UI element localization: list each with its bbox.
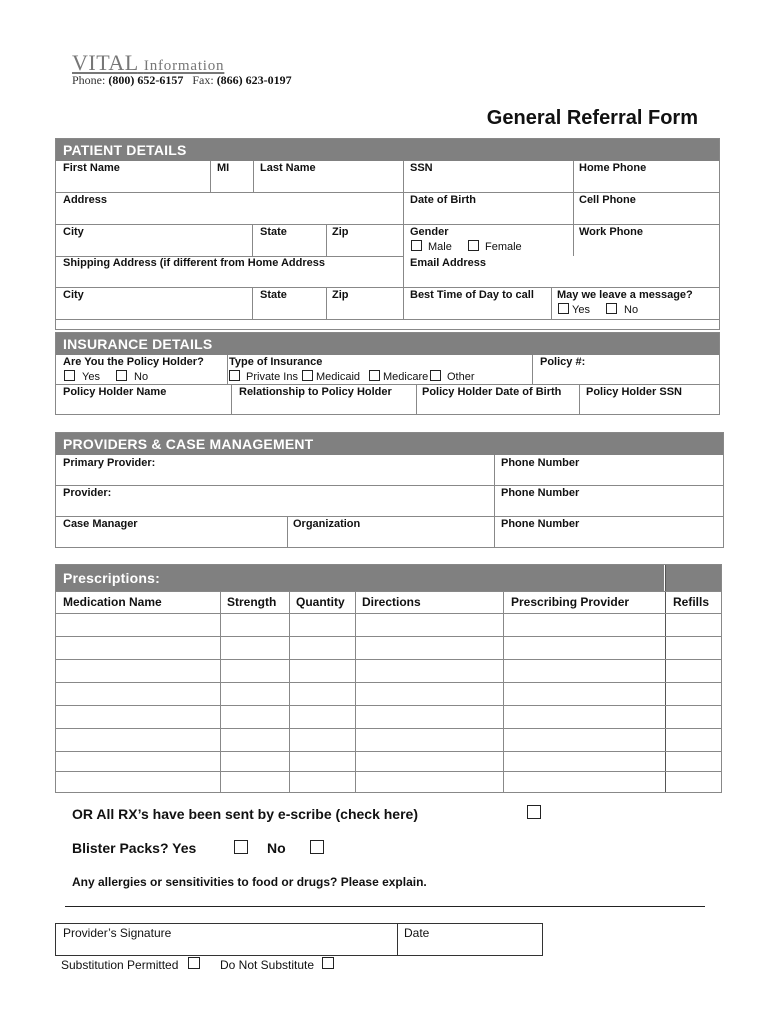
leave-message-label: May we leave a message? (557, 289, 693, 301)
shipping-address-label: Shipping Address (if different from Home Address (63, 257, 325, 269)
city2-label: City (63, 289, 84, 301)
patient-details-header: PATIENT DETAILS (56, 139, 719, 161)
col-strength: Strength (227, 595, 277, 609)
substitution-permitted-label: Substitution Permitted (61, 958, 179, 972)
blister-packs-question: Blister Packs? Yes (72, 840, 197, 856)
medicare-checkbox[interactable] (369, 370, 380, 381)
prescriptions-header-cap (666, 565, 721, 591)
col-directions: Directions (362, 595, 421, 609)
cell-phone-label: Cell Phone (579, 194, 636, 206)
holder-no-label: No (134, 371, 149, 383)
allergies-question: Any allergies or sensitivities to food or drugs? Please explain. (72, 875, 427, 889)
substitution-permitted-checkbox[interactable] (188, 957, 200, 969)
medicaid-checkbox[interactable] (302, 370, 313, 381)
message-yes-checkbox[interactable] (558, 303, 569, 314)
message-no-checkbox[interactable] (606, 303, 617, 314)
col-prescribing-provider: Prescribing Provider (511, 595, 630, 609)
private-ins-label: Private Ins (246, 371, 298, 383)
email-label: Email Address (410, 257, 487, 269)
brand-main: VITAL (72, 50, 138, 75)
prescriptions-header: Prescriptions: (56, 565, 664, 591)
insurance-details-section (55, 332, 720, 415)
gender-label: Gender (410, 226, 449, 238)
fax-label: Fax: (192, 73, 214, 87)
address-label: Address (63, 194, 108, 206)
message-no-label: No (624, 304, 639, 316)
last-name-label: Last Name (260, 162, 316, 174)
private-ins-checkbox[interactable] (229, 370, 240, 381)
patient-details-section (55, 138, 720, 330)
ssn-label: SSN (410, 162, 433, 174)
providers-section (55, 432, 724, 548)
provider-label: Provider: (63, 487, 112, 499)
signature-label: Provider’s Signature (63, 926, 172, 940)
female-checkbox[interactable] (468, 240, 479, 251)
brand-sub: Information (143, 58, 225, 74)
city-label: City (63, 226, 84, 238)
message-yes-label: Yes (572, 304, 590, 316)
col-medication-name: Medication Name (63, 595, 162, 609)
date-label: Date (404, 926, 430, 940)
escribe-question: OR All RX’s have been sent by e-scribe (check here) (72, 806, 418, 822)
zip-label: Zip (332, 226, 349, 238)
policy-holder-name-label: Policy Holder Name (63, 386, 167, 398)
state2-label: State (260, 289, 287, 301)
case-manager-label: Case Manager (63, 518, 138, 530)
medicaid-label: Medicaid (316, 371, 361, 383)
holder-ssn-label: Policy Holder SSN (586, 386, 682, 398)
home-phone-label: Home Phone (579, 162, 647, 174)
form-title: General Referral Form (486, 107, 698, 129)
blister-yes-checkbox[interactable] (234, 840, 248, 854)
organization-label: Organization (293, 518, 361, 530)
relationship-label: Relationship to Policy Holder (239, 386, 392, 398)
other-label: Other (447, 371, 475, 383)
col-refills: Refills (673, 595, 710, 609)
holder-dob-label: Policy Holder Date of Birth (422, 386, 562, 398)
best-time-label: Best Time of Day to call (410, 289, 534, 301)
male-label: Male (428, 241, 452, 253)
insurance-type-label: Type of Insurance (229, 356, 323, 368)
signature-box (55, 923, 543, 956)
escribe-checkbox[interactable] (527, 805, 541, 819)
phone-number-2-label: Phone Number (501, 487, 580, 499)
mi-label: MI (217, 162, 230, 174)
zip2-label: Zip (332, 289, 349, 301)
holder-no-checkbox[interactable] (116, 370, 127, 381)
blister-no-label: No (267, 840, 286, 856)
prescriptions-table (55, 564, 722, 793)
policy-number-label: Policy #: (540, 356, 586, 368)
primary-provider-label: Primary Provider: (63, 457, 156, 469)
contact-line (72, 73, 292, 88)
fax-number: (866) 623-0197 (216, 73, 292, 87)
insurance-details-header: INSURANCE DETAILS (56, 333, 719, 355)
phone-number-3-label: Phone Number (501, 518, 580, 530)
dob-label: Date of Birth (410, 194, 476, 206)
col-quantity: Quantity (296, 595, 345, 609)
allergies-answer-line[interactable] (65, 906, 705, 907)
do-not-substitute-label: Do Not Substitute (220, 958, 315, 972)
blister-no-checkbox[interactable] (310, 840, 324, 854)
phone-number: (800) 652-6157 (108, 73, 184, 87)
phone-number-1-label: Phone Number (501, 457, 580, 469)
first-name-label: First Name (63, 162, 120, 174)
state-label: State (260, 226, 287, 238)
medicare-label: Medicare (383, 371, 429, 383)
holder-yes-label: Yes (82, 371, 100, 383)
work-phone-label: Work Phone (579, 226, 643, 238)
do-not-substitute-checkbox[interactable] (322, 957, 334, 969)
holder-yes-checkbox[interactable] (64, 370, 75, 381)
female-label: Female (485, 241, 522, 253)
other-checkbox[interactable] (430, 370, 441, 381)
male-checkbox[interactable] (411, 240, 422, 251)
policy-holder-question: Are You the Policy Holder? (63, 356, 204, 368)
phone-label: Phone: (72, 73, 106, 87)
providers-header: PROVIDERS & CASE MANAGEMENT (56, 433, 723, 455)
